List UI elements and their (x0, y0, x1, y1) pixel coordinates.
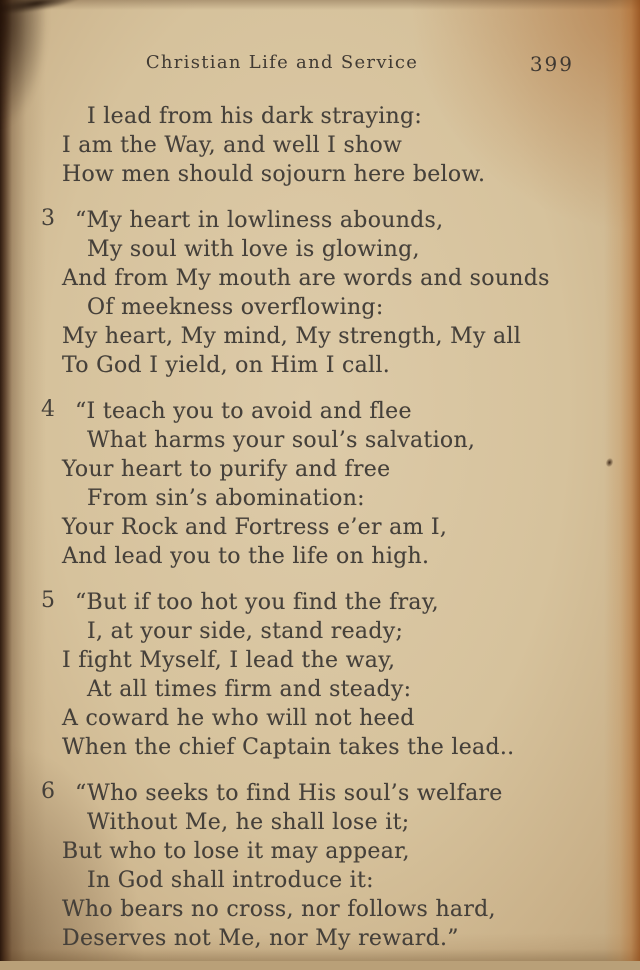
stanza-3 (41, 206, 566, 380)
page-number: 399 (529, 52, 574, 76)
verse-line: When the chief Captain takes the lead.. (62, 735, 515, 760)
verse-line: And lead you to the life on high. (62, 544, 430, 569)
verse-line: “But if too hot you find the fray, (75, 590, 439, 615)
stanza-6 (41, 779, 566, 953)
verse-line: “I teach you to avoid and flee (75, 399, 412, 424)
verse-line: I fight Myself, I lead the way, (62, 648, 396, 673)
verse-line: What harms your soul’s salvation, (87, 428, 476, 453)
verse-line: Deserves not Me, nor My reward.” (62, 926, 459, 951)
verse-line: From sin’s abomination: (87, 486, 365, 511)
stanza-number: 4 (41, 397, 55, 422)
verse-line: In God shall introduce it: (87, 868, 374, 893)
verse-line: “My heart in lowliness abounds, (75, 208, 444, 233)
stanza-number: 6 (41, 779, 55, 804)
verse-line: I am the Way, and well I show (62, 133, 403, 158)
stanza-number: 5 (41, 588, 55, 613)
hymn-text (41, 102, 566, 953)
binding-stain (0, 0, 48, 128)
verse-line: And from My mouth are words and sounds (62, 266, 550, 291)
verse-line: Of meekness overflowing: (87, 295, 384, 320)
verse-line: To God I yield, on Him I call. (62, 353, 391, 378)
verse-line: I, at your side, stand ready; (87, 619, 404, 644)
page-content (41, 0, 574, 970)
running-header-title: Christian Life and Service (145, 52, 419, 73)
stanza-number: 3 (41, 206, 55, 231)
verse-line: But who to lose it may appear, (62, 839, 410, 864)
verse-line: How men should sojourn here below. (62, 162, 486, 187)
verse-line: “Who seeks to find His soul’s welfare (75, 781, 503, 806)
page-edge-speck (605, 457, 615, 468)
verse-line: Your Rock and Fortress e’er am I, (62, 515, 448, 540)
stanza-4 (41, 397, 566, 571)
verse-line: At all times firm and steady: (87, 677, 412, 702)
stanza-continuation (62, 102, 566, 189)
verse-line: A coward he who will not heed (62, 706, 415, 731)
stanza-5 (41, 588, 566, 762)
verse-line: Your heart to purify and free (62, 457, 391, 482)
verse-line: My heart, My mind, My strength, My all (62, 324, 522, 349)
verse-line: I lead from his dark straying: (87, 104, 423, 129)
verse-line: Without Me, he shall lose it; (87, 810, 410, 835)
verse-line: My soul with love is glowing, (87, 237, 420, 262)
verse-line: Who bears no cross, nor follows hard, (62, 897, 496, 922)
page-header (62, 52, 574, 78)
